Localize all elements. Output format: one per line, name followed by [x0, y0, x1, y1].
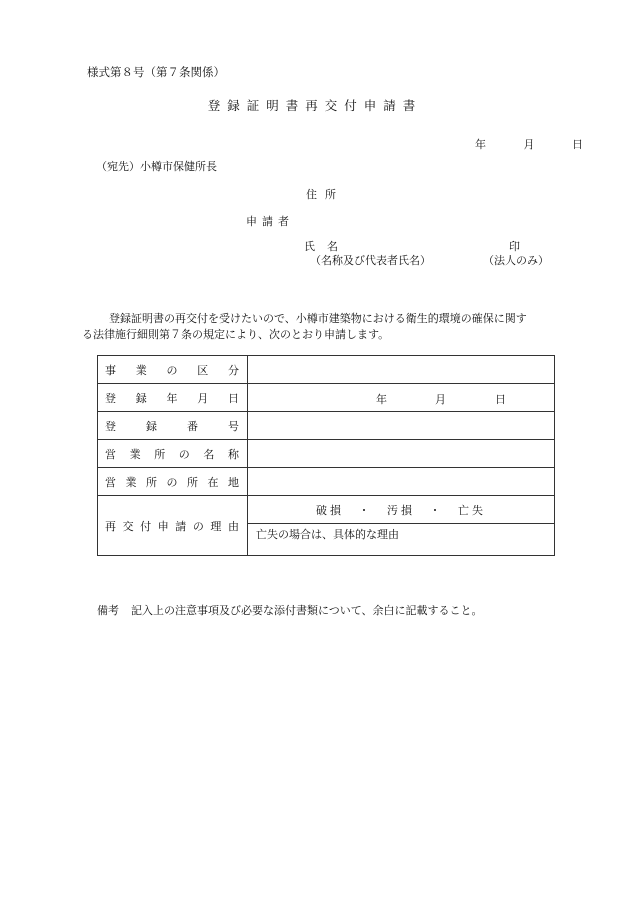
label-char: 付: [140, 519, 152, 533]
office-name-field[interactable]: [248, 440, 555, 468]
statement-line-2: る法律施行細則第７条の規定により、次のとおり申請します。: [82, 328, 390, 341]
office-address-field[interactable]: [248, 468, 555, 496]
row-label: [98, 474, 247, 490]
row-label: [98, 518, 247, 534]
label-char: 業: [125, 475, 137, 489]
label-char: 区: [197, 363, 209, 377]
reason-options[interactable]: 破損 ・ 汚損 ・ 亡失: [248, 496, 555, 524]
table-row-registration-number: [98, 412, 555, 440]
date-month: 月: [435, 393, 446, 406]
application-table: [97, 355, 555, 556]
label-char: 所: [187, 475, 198, 489]
form-number: 様式第８号（第７条関係）: [87, 65, 225, 79]
label-char: 在: [207, 475, 219, 489]
label-char: 業: [135, 363, 147, 377]
label-char: 所: [146, 475, 157, 489]
table-row-office-address: [98, 468, 555, 496]
reason-detail-field[interactable]: 亡失の場合は、具体的な理由: [248, 524, 555, 556]
label-char: 日: [228, 391, 239, 405]
remarks-text: 記入上の注意事項及び必要な添付書類について、余白に記載すること。: [131, 604, 483, 617]
row-label: [98, 418, 247, 434]
label-char: 年: [166, 391, 178, 405]
label-char: 登: [105, 391, 116, 405]
application-statement: [82, 311, 560, 343]
label-char: 名: [203, 447, 215, 461]
remarks-head: 備考: [97, 604, 119, 617]
seal-note: （法人のみ）: [483, 254, 549, 267]
table-row-reason: [98, 496, 555, 524]
address-label: 住所: [306, 188, 344, 201]
name-label: 氏名: [304, 240, 350, 253]
label-char: 事: [105, 363, 116, 377]
addressee: （宛先）小樽市保健所長: [96, 160, 217, 173]
label-char: 営: [105, 475, 116, 489]
table-row-business-category: [98, 356, 555, 384]
applicant-label: 申請者: [246, 215, 294, 228]
label-char: 称: [227, 447, 239, 461]
label-char: 業: [129, 447, 141, 461]
application-date: [475, 136, 583, 152]
row-label: [98, 362, 247, 378]
statement-line-1: 登録証明書の再交付を受けたいので、小樽市建築物における衛生的環境の確保に関す: [109, 312, 527, 325]
business-category-field[interactable]: [248, 356, 555, 384]
label-char: 番: [187, 419, 198, 433]
label-char: 再: [105, 519, 116, 533]
remarks: [97, 602, 483, 618]
registration-number-field[interactable]: [248, 412, 555, 440]
date-day: 日: [572, 138, 583, 151]
row-label: [98, 390, 247, 406]
label-char: の: [166, 363, 178, 377]
label-char: 理: [210, 519, 222, 533]
label-char: 交: [122, 519, 134, 533]
date-month: 月: [523, 138, 535, 151]
label-char: 申: [157, 519, 169, 533]
label-char: 分: [228, 363, 239, 377]
label-char: の: [178, 447, 190, 461]
label-char: 所: [154, 447, 166, 461]
label-char: 由: [227, 519, 239, 533]
label-char: 録: [135, 391, 147, 405]
seal-label: 印: [509, 240, 520, 253]
document-title: 登録証明書再交付申請書: [207, 98, 423, 113]
date-day: 日: [495, 393, 506, 406]
label-char: 号: [228, 419, 239, 433]
label-char: 請: [175, 519, 187, 533]
label-char: 録: [146, 419, 157, 433]
label-char: 登: [105, 419, 116, 433]
label-char: 地: [228, 475, 239, 489]
label-char: の: [192, 519, 204, 533]
label-char: 営: [105, 447, 116, 461]
date-year: 年: [475, 138, 486, 151]
date-year: 年: [376, 393, 387, 406]
name-note: （名称及び代表者氏名）: [310, 254, 431, 267]
registration-date-field[interactable]: [248, 384, 555, 412]
row-label: [98, 446, 247, 462]
table-row-office-name: [98, 440, 555, 468]
table-row-registration-date: [98, 384, 555, 412]
label-char: 月: [197, 391, 209, 405]
label-char: の: [166, 475, 178, 489]
